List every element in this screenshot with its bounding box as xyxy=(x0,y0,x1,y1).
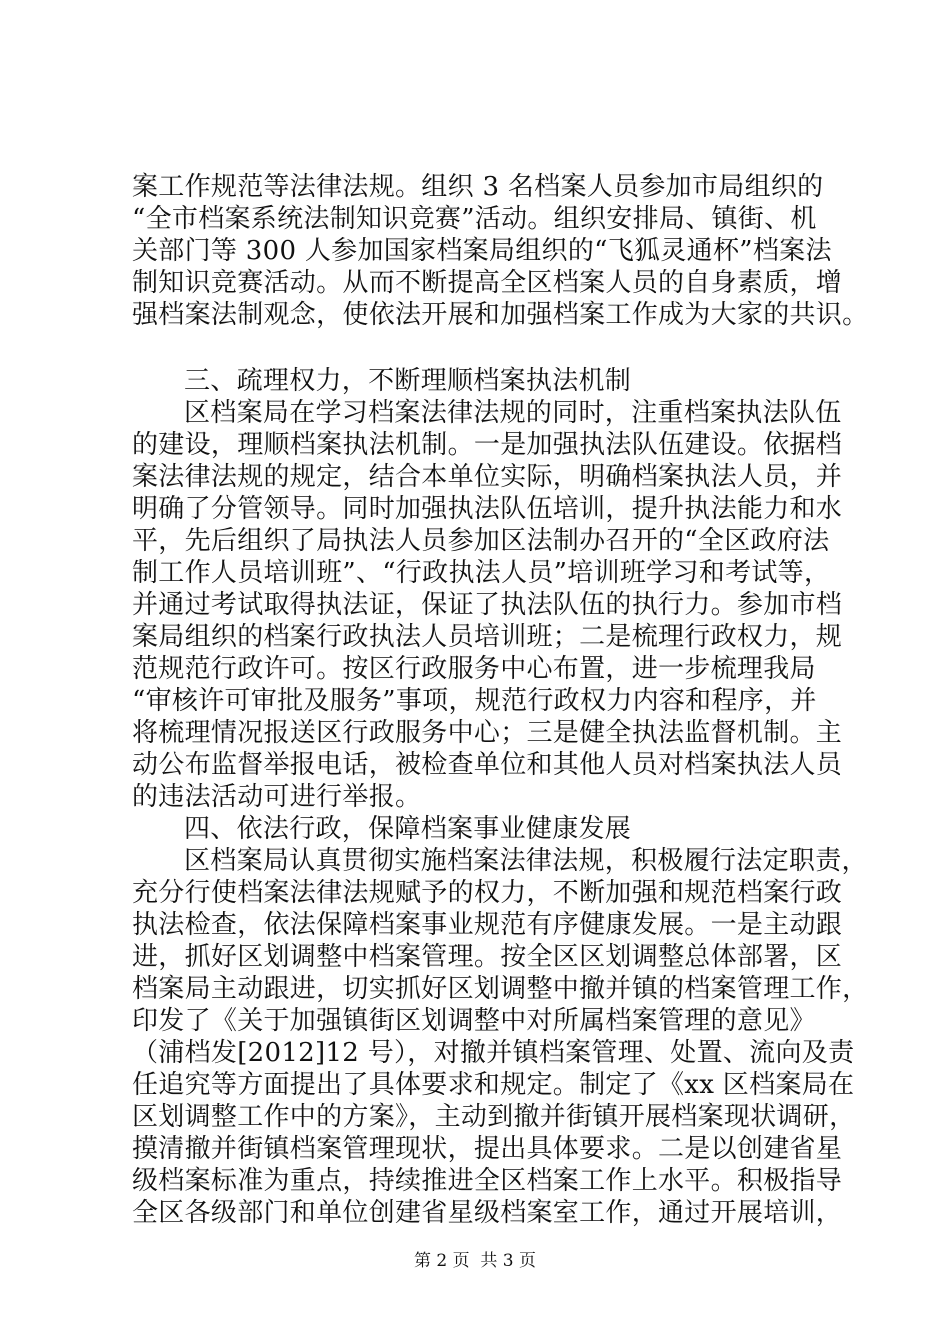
text-line: 级档案标准为重点，持续推进全区档案工作上水平。积极指导 xyxy=(132,1166,843,1196)
paragraph-4 xyxy=(132,845,869,1229)
text-line: 关部门等 300 人参加国家档案局组织的“飞狐灵通杯”档案法 xyxy=(132,236,832,266)
text-line: 案工作规范等法律法规。组织 3 名档案人员参加市局组织的 xyxy=(132,172,824,202)
text-line: 充分行使档案法律法规赋予的权力，不断加强和规范档案行政 xyxy=(132,878,843,908)
text-line: 强档案法制观念，使依法开展和加强档案工作成为大家的共识。 xyxy=(132,300,869,330)
text-line: 任追究等方面提出了具体要求和规定。制定了《xx 区档案局在 xyxy=(132,1070,855,1100)
document-body xyxy=(132,171,869,1229)
text-line: 进，抓好区划调整中档案管理。按全区区划调整总体部署，区 xyxy=(132,942,843,972)
section-heading-4: 四、依法行政，保障档案事业健康发展 xyxy=(184,814,632,844)
text-line: 动公布监督举报电话，被检查单位和其他人员对档案执法人员 xyxy=(132,750,843,780)
text-line: 档案局主动跟进，切实抓好区划调整中撤并镇的档案管理工作， xyxy=(132,974,869,1004)
text-line: 制知识竞赛活动。从而不断提高全区档案人员的自身素质，增 xyxy=(132,268,843,298)
text-line: 平，先后组织了局执法人员参加区法制办召开的“全区政府法 xyxy=(132,526,830,556)
paragraph-3 xyxy=(132,397,843,813)
text-line: 全区各级部门和单位创建省星级档案室工作，通过开展培训， xyxy=(132,1198,843,1228)
text-line: 摸清撤并街镇档案管理现状，提出具体要求。二是以创建省星 xyxy=(132,1134,843,1164)
text-line: 将梳理情况报送区行政服务中心；三是健全执法监督机制。主 xyxy=(132,718,843,748)
text-line: 并通过考试取得执法证，保证了执法队伍的执行力。参加市档 xyxy=(132,590,843,620)
paragraph-gap xyxy=(132,331,832,365)
text-line: 的违法活动可进行举报。 xyxy=(132,782,422,812)
text-line: “全市档案系统法制知识竞赛”活动。组织安排局、镇街、机 xyxy=(132,204,817,234)
text-line: 区划调整工作中的方案》，主动到撤并街镇开展档案现状调研， xyxy=(132,1102,856,1132)
text-line: 制工作人员培训班”、“行政执法人员”培训班学习和考试等， xyxy=(132,558,831,588)
paragraph-1 xyxy=(132,171,869,331)
text-line: 的建设，理顺档案执法机制。一是加强执法队伍建设。依据档 xyxy=(132,430,843,460)
section-heading-3: 三、疏理权力，不断理顺档案执法机制 xyxy=(184,366,632,396)
text-line: （浦档发[2012]12 号），对撤并镇档案管理、处置、流向及责 xyxy=(132,1038,855,1068)
text-line: 案局组织的档案行政执法人员培训班；二是梳理行政权力，规 xyxy=(132,622,843,652)
text-line: 范规范行政许可。按区行政服务中心布置，进一步梳理我局 xyxy=(132,654,816,684)
page-number-footer: 第 2 页 共 3 页 xyxy=(413,1251,537,1271)
text-line: 区档案局认真贯彻实施档案法律法规，积极履行法定职责， xyxy=(184,846,868,876)
text-line: 执法检查，依法保障档案事业规范有序健康发展。一是主动跟 xyxy=(132,910,843,940)
text-line: “审核许可审批及服务”事项，规范行政权力内容和程序，并 xyxy=(132,686,817,716)
text-line: 印发了《关于加强镇街区划调整中对所属档案管理的意见》 xyxy=(132,1006,816,1036)
text-line: 明确了分管领导。同时加强执法队伍培训，提升执法能力和水 xyxy=(132,494,843,524)
text-line: 案法律法规的规定，结合本单位实际，明确档案执法人员，并 xyxy=(132,462,843,492)
text-line: 区档案局在学习档案法律法规的同时，注重档案执法队伍 xyxy=(184,398,842,428)
